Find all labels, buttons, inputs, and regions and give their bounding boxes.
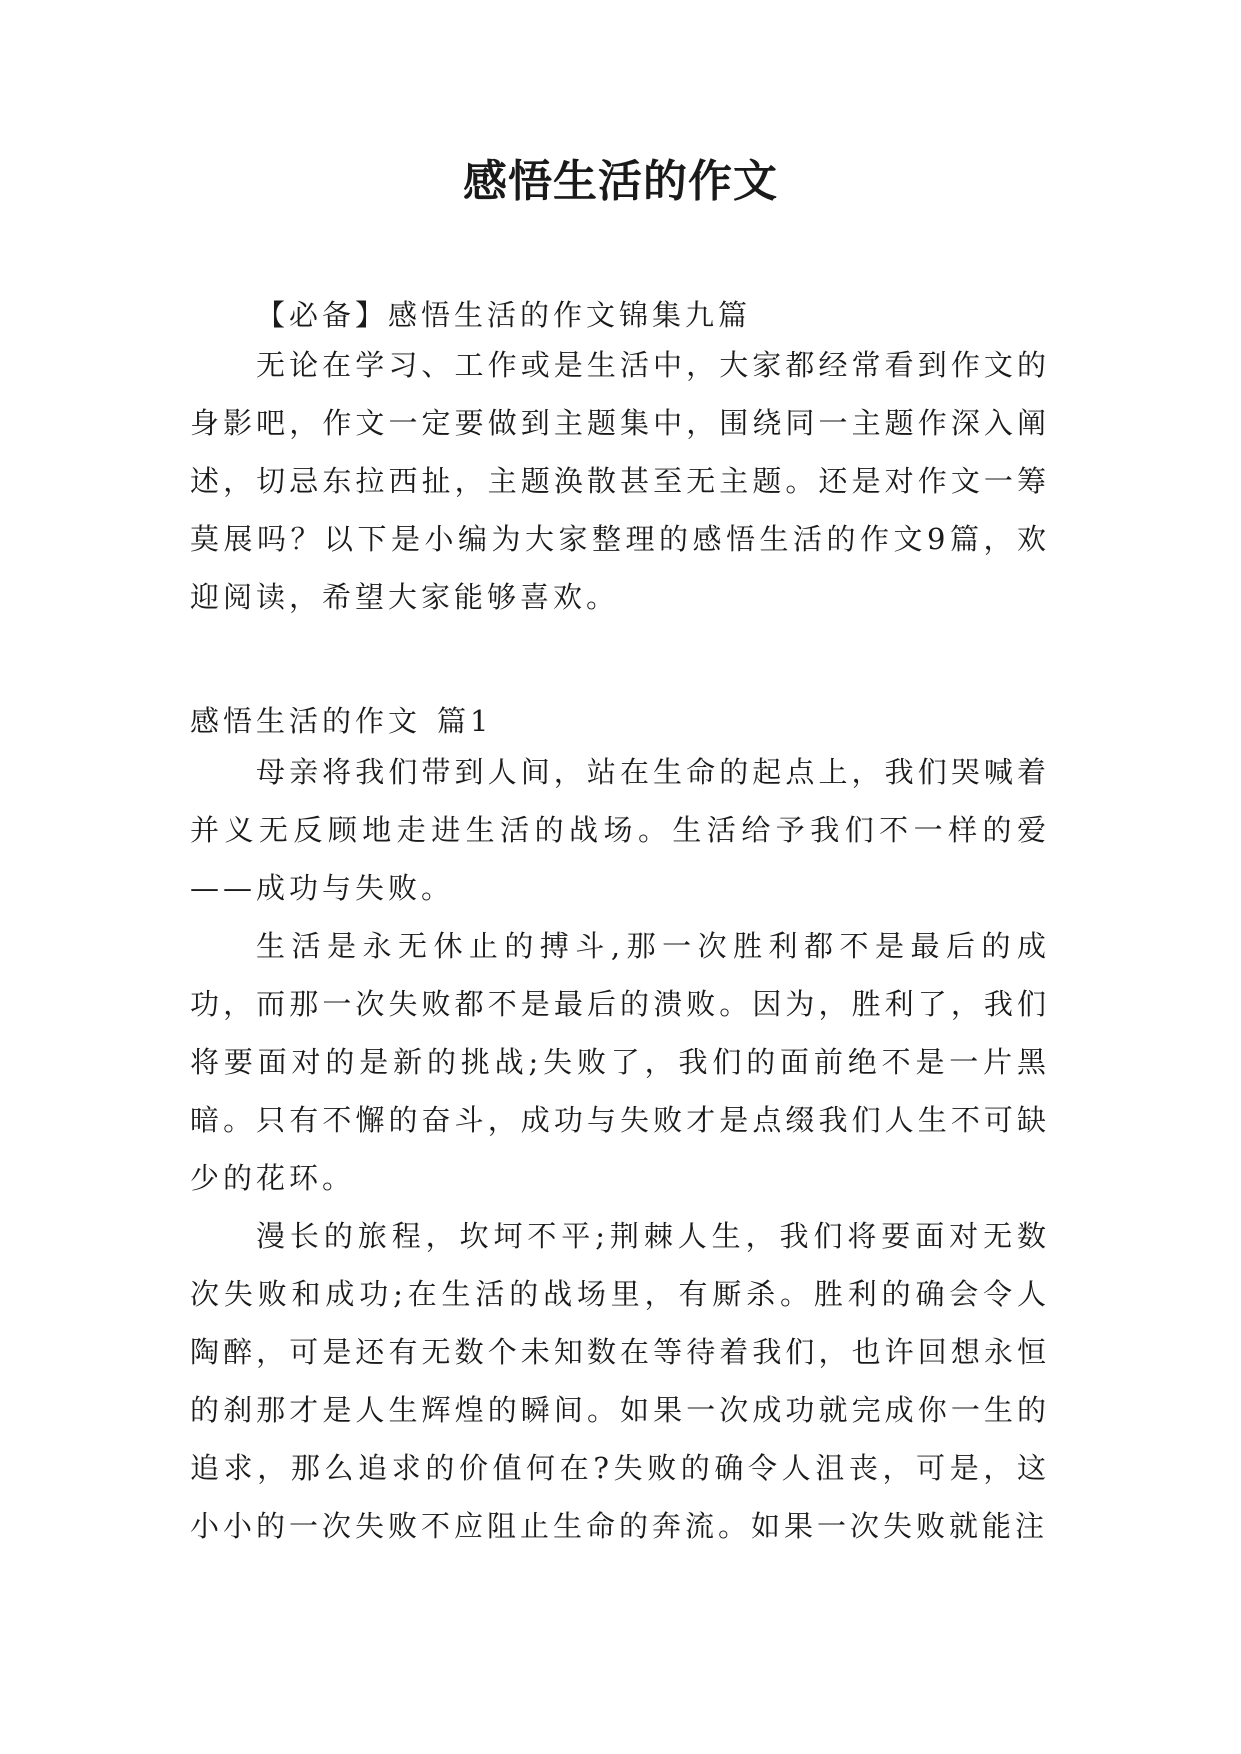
section-heading-title: 感悟生活的作文	[190, 704, 422, 738]
document-title: 感悟生活的作文	[463, 156, 778, 207]
section-paragraph: 生活是永无休止的搏斗,那一次胜利都不是最后的成功，而那一次失败都不是最后的溃败。因为，胜利了，我们将要面对的是新的挑战;失败了，我们的面前绝不是一片黑暗。只有不懈的奋斗，成功与失败才是点缀我们人生不可缺少的花环。	[190, 929, 1050, 1195]
intro-block	[190, 336, 1050, 626]
section-heading	[190, 692, 492, 750]
section-heading-number: 篇1	[437, 704, 493, 738]
section-paragraph: 漫长的旅程，坎坷不平;荆棘人生，我们将要面对无数次失败和成功;在生活的战场里，有厮杀。胜利的确会令人陶醉，可是还有无数个未知数在等待着我们，也许回想永恒的刹那才是人生辉煌的瞬间。如果一次成功就完成你一生的追求，那么追求的价值何在?失败的确令人沮丧，可是，这小小的一次失败不应阻止生命的奔流。如果一次失败就能注	[190, 1219, 1050, 1543]
section-body	[190, 743, 1050, 1555]
section-paragraph: 母亲将我们带到人间，站在生命的起点上，我们哭喊着并义无反顾地走进生活的战场。生活给予我们不一样的爱——成功与失败。	[190, 755, 1050, 905]
document-subtitle: 【必备】感悟生活的作文锦集九篇	[256, 298, 752, 332]
intro-paragraph: 无论在学习、工作或是生活中，大家都经常看到作文的身影吧，作文一定要做到主题集中，围绕同一主题作深入阐述，切忌东拉西扯，主题涣散甚至无主题。还是对作文一筹莫展吗？以下是小编为大家整理的感悟生活的作文9篇，欢迎阅读，希望大家能够喜欢。	[190, 348, 1050, 614]
